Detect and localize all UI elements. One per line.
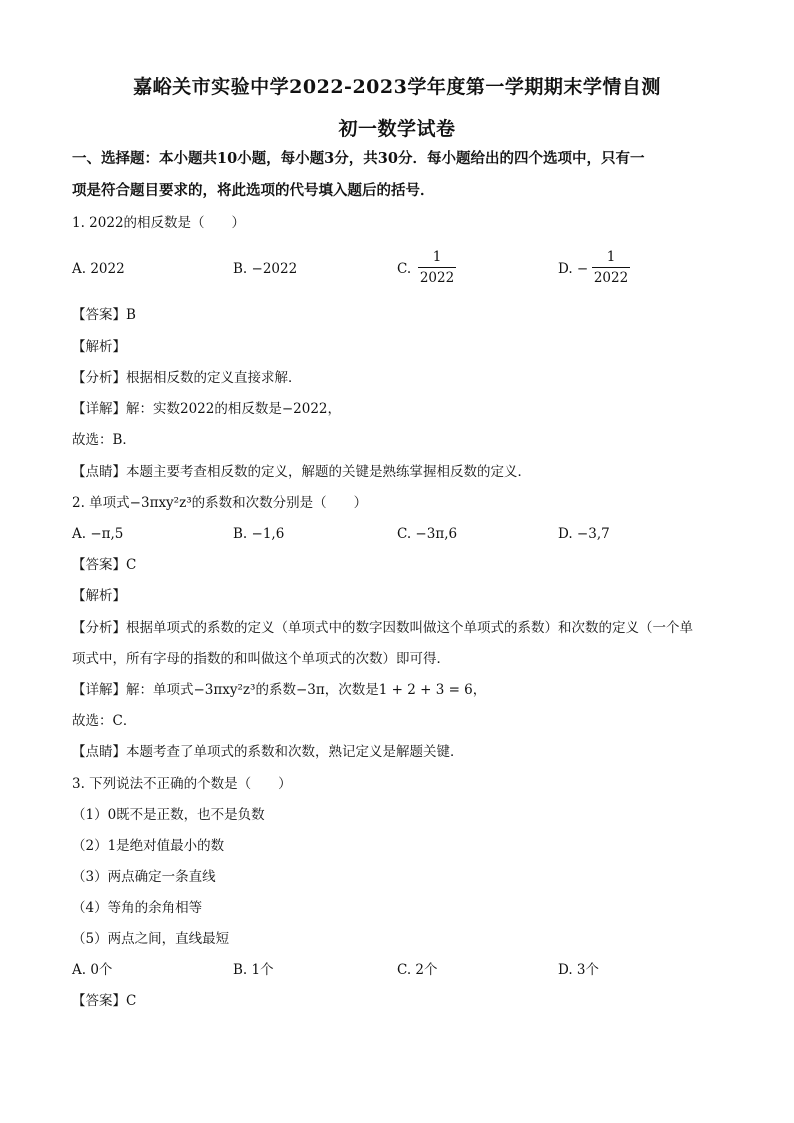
q2-guxuan: 故选：C． (72, 713, 137, 729)
q1-option-c-label: C. (397, 261, 412, 277)
q1-stem: 1. 2022的相反数是（ ） (72, 215, 246, 231)
q2-option-a: A. −π,5 (72, 526, 124, 542)
q1-dianjing: 【点睛】本题主要考查相反数的定义，解题的关键是熟练掌握相反数的定义． (72, 464, 531, 480)
fraction-bar (418, 267, 456, 268)
q1-option-a: A. 2022 (72, 261, 125, 277)
q1-option-d-label: D. − (558, 261, 589, 277)
q1-option-d-numerator: 1 (606, 249, 616, 265)
q1-option-c-denominator: 2022 (419, 270, 455, 286)
q1-xiangjie: 【详解】解：实数2022的相反数是−2022， (72, 401, 342, 417)
section-heading-line2: 项是符合题目要求的，将此选项的代号填入题后的括号． (72, 182, 435, 199)
q2-fenxi-line2: 项式中，所有字母的指数的和叫做这个单项式的次数）即可得． (72, 651, 450, 667)
q2-dianjing: 【点睛】本题考查了单项式的系数和次数，熟记定义是解题关键． (72, 744, 464, 760)
q2-xiangjie: 【详解】解：单项式−3πxy²z³的系数−3π，次数是1 + 2 + 3 = 6， (72, 682, 487, 698)
q3-option-a: A. 0个 (72, 962, 113, 978)
q1-option-c-numerator: 1 (432, 249, 442, 265)
q1-option-b: B. −2022 (233, 261, 298, 277)
q1-fenxi: 【分析】根据相反数的定义直接求解． (72, 370, 302, 386)
q3-item-4: （4）等角的余角相等 (72, 900, 203, 916)
q1-answer: 【答案】B (72, 307, 136, 323)
q3-option-d: D. 3个 (558, 962, 600, 978)
q3-item-2: （2）1是绝对值最小的数 (72, 838, 225, 854)
q1-analysis-heading: 【解析】 (72, 339, 126, 355)
q1-option-d-fraction (592, 249, 630, 286)
section-heading-line1: 一、选择题：本小题共10小题，每小题3分，共30分．每小题给出的四个选项中，只有一 (72, 150, 645, 167)
q3-item-5: （5）两点之间，直线最短 (72, 931, 230, 947)
q2-fenxi-line1: 【分析】根据单项式的系数的定义（单项式中的数字因数叫做这个单项式的系数）和次数的定义（一个单 (72, 620, 693, 636)
page-subtitle: 初一数学试卷 (338, 118, 456, 140)
q2-option-b: B. −1,6 (233, 526, 285, 542)
q3-option-b: B. 1个 (233, 962, 274, 978)
q3-answer: 【答案】C (72, 993, 137, 1009)
q1-guxuan: 故选：B． (72, 432, 136, 448)
q1-option-d-denominator: 2022 (593, 270, 629, 286)
q2-option-d: D. −3,7 (558, 526, 610, 542)
q3-option-c: C. 2个 (397, 962, 438, 978)
q1-option-c-fraction (418, 249, 456, 286)
fraction-bar (592, 267, 630, 268)
q3-item-1: （1）0既不是正数，也不是负数 (72, 807, 265, 823)
q2-analysis-heading: 【解析】 (72, 588, 126, 604)
page-title: 嘉峪关市实验中学2022-2023学年度第一学期期末学情自测 (133, 76, 661, 98)
q3-item-3: （3）两点确定一条直线 (72, 869, 216, 885)
q2-option-c: C. −3π,6 (397, 526, 458, 542)
q3-stem: 3. 下列说法不正确的个数是（ ） (72, 776, 292, 792)
q2-stem: 2. 单项式−3πxy²z³的系数和次数分别是（ ） (72, 495, 368, 511)
q2-answer: 【答案】C (72, 557, 137, 573)
